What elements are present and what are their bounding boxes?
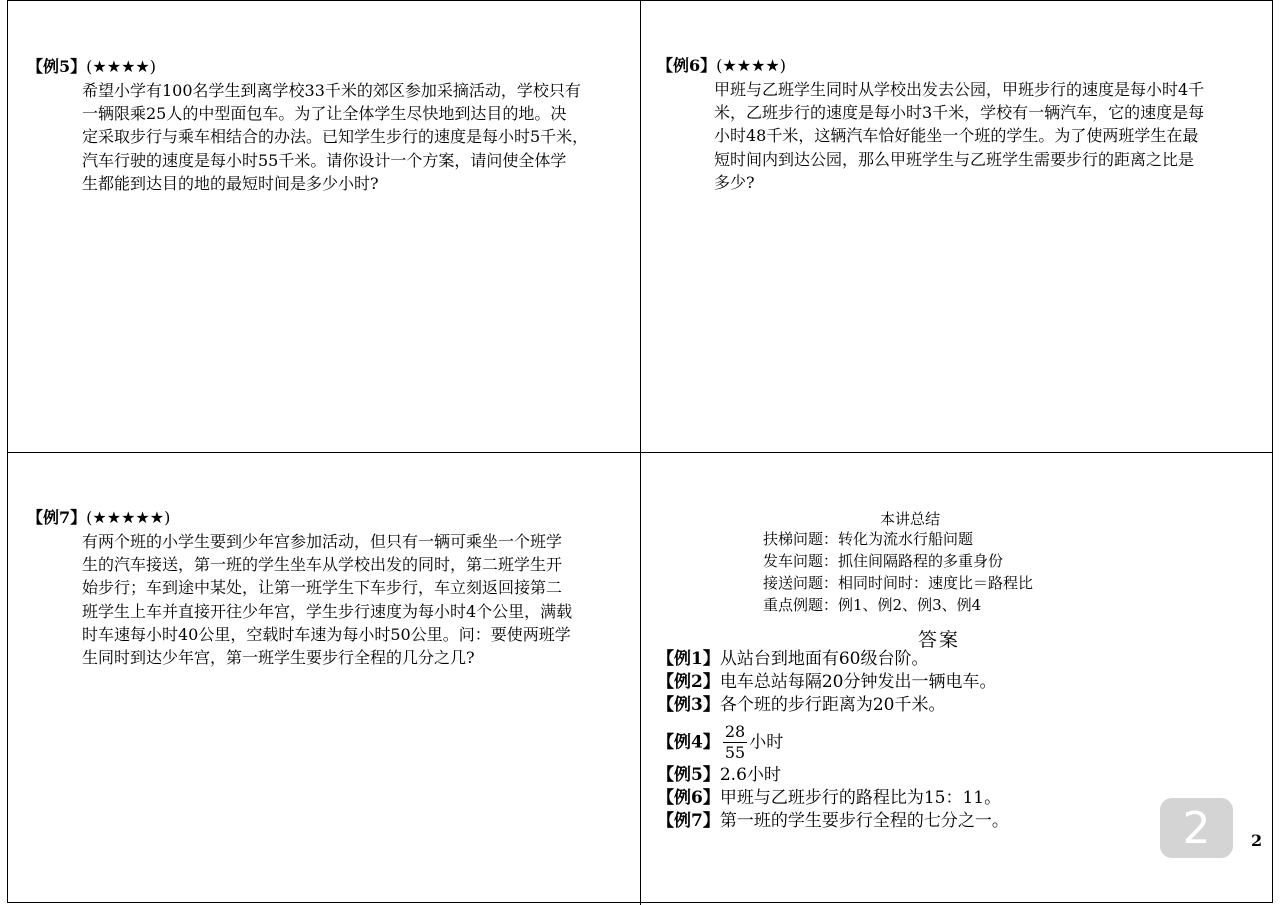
- example-6: [657, 55, 1204, 194]
- text-line: 时车速每小时40公里，空载时车速为每小时50公里。问：要使两班学: [82, 624, 571, 644]
- answer-label: 【例4】: [657, 732, 720, 753]
- text-line: 定采取步行与乘车相结合的办法。已知学生步行的速度是每小时5千米，: [82, 127, 589, 147]
- example-5-text: [82, 79, 588, 195]
- example-6-header: [657, 55, 1204, 77]
- summary-item: 重点例题：例1、例2、例3、例4: [763, 596, 982, 614]
- answer-2: [657, 671, 996, 693]
- text-line: 生都能到达目的地的最短时间是多少小时?: [82, 173, 379, 193]
- answer-text: 甲班与乙班步行的路程比为15：11。: [719, 788, 1002, 808]
- summary-item: 发车问题：抓住间隔路程的多重身份: [763, 552, 1004, 570]
- example-7: [27, 507, 572, 669]
- example-5-header: [27, 56, 588, 78]
- answer-4: [657, 722, 783, 763]
- example-7-label: 【例7】: [27, 508, 87, 527]
- answers-title: 答案: [918, 629, 961, 651]
- horizontal-divider: [7, 452, 1273, 453]
- answer-7: [657, 810, 1009, 832]
- text-line: 希望小学有100名学生到离学校33千米的郊区参加采摘活动，学校只有: [82, 81, 581, 100]
- text-line: 生同时到达少年宫，第一班学生要步行全程的几分之几?: [82, 648, 475, 668]
- text-line: 始步行；车到途中某处，让第一班学生下车步行，车立刻返回接第二: [82, 578, 563, 598]
- text-line: 短时间内到达公园，那么甲班学生与乙班学生需要步行的距离之比是: [714, 149, 1195, 169]
- example-6-stars: (★★★★): [716, 56, 786, 75]
- example-5: [27, 56, 588, 195]
- example-6-label: 【例6】: [657, 56, 717, 75]
- page-number: 2: [1251, 831, 1263, 850]
- summary-title: 本讲总结: [880, 510, 941, 528]
- text-line: 一辆限乘25人的中型面包车。为了让全体学生尽快地到达目的地。决: [82, 104, 567, 124]
- answer-5: [657, 764, 781, 786]
- example-6-text: [714, 78, 1204, 194]
- example-5-stars: (★★★★): [86, 57, 156, 76]
- answer-text: 各个班的步行距离为20千米。: [719, 695, 946, 715]
- example-7-stars: (★★★★★): [86, 508, 171, 527]
- answer-text: 从站台到地面有60级台阶。: [719, 649, 929, 669]
- answer-text: 第一班的学生要步行全程的七分之一。: [719, 811, 1009, 831]
- summary-item: 接送问题：相同时间时：速度比＝路程比: [763, 574, 1034, 592]
- answer-fraction: [723, 722, 747, 763]
- answer-unit: 小时: [749, 732, 784, 753]
- answer-label: 【例7】: [657, 811, 720, 831]
- text-line: 甲班与乙班学生同时从学校出发去公园，甲班步行的速度是每小时4千: [714, 80, 1205, 99]
- example-5-label: 【例5】: [27, 57, 87, 76]
- answer-label: 【例2】: [657, 672, 720, 692]
- example-7-text: [82, 530, 572, 669]
- answer-label: 【例5】: [657, 765, 720, 785]
- fraction-numerator: 28: [724, 722, 746, 741]
- text-line: 小时48千米，这辆汽车恰好能坐一个班的学生。为了使两班学生在最: [714, 126, 1199, 146]
- answer-label: 【例3】: [657, 695, 720, 715]
- text-line: 米，乙班步行的速度是每小时3千米，学校有一辆汽车，它的速度是每: [714, 103, 1205, 123]
- text-line: 多少?: [714, 172, 755, 192]
- text-line: 班学生上车并直接开往少年宫，学生步行速度为每小时4个公里，满载: [82, 601, 573, 621]
- answer-label: 【例1】: [657, 649, 720, 669]
- answer-label: 【例6】: [657, 788, 720, 808]
- answer-3: [657, 694, 945, 716]
- answer-1: [657, 648, 928, 670]
- answer-text: 电车总站每隔20分钟发出一辆电车。: [719, 672, 997, 692]
- text-line: 有两个班的小学生要到少年宫参加活动，但只有一辆可乘坐一个班学: [82, 532, 563, 551]
- answer-6: [657, 787, 1001, 809]
- answer-text: 2.6小时: [719, 765, 781, 785]
- example-7-header: [27, 507, 572, 529]
- page-badge: 2: [1160, 798, 1233, 858]
- fraction-denominator: 55: [724, 743, 746, 762]
- text-line: 汽车行驶的速度是每小时55千米。请你设计一个方案，请问使全体学: [82, 150, 567, 170]
- summary-item: 扶梯问题：转化为流水行船问题: [763, 530, 974, 548]
- text-line: 生的汽车接送，第一班的学生坐车从学校出发的同时，第二班学生开: [82, 555, 563, 575]
